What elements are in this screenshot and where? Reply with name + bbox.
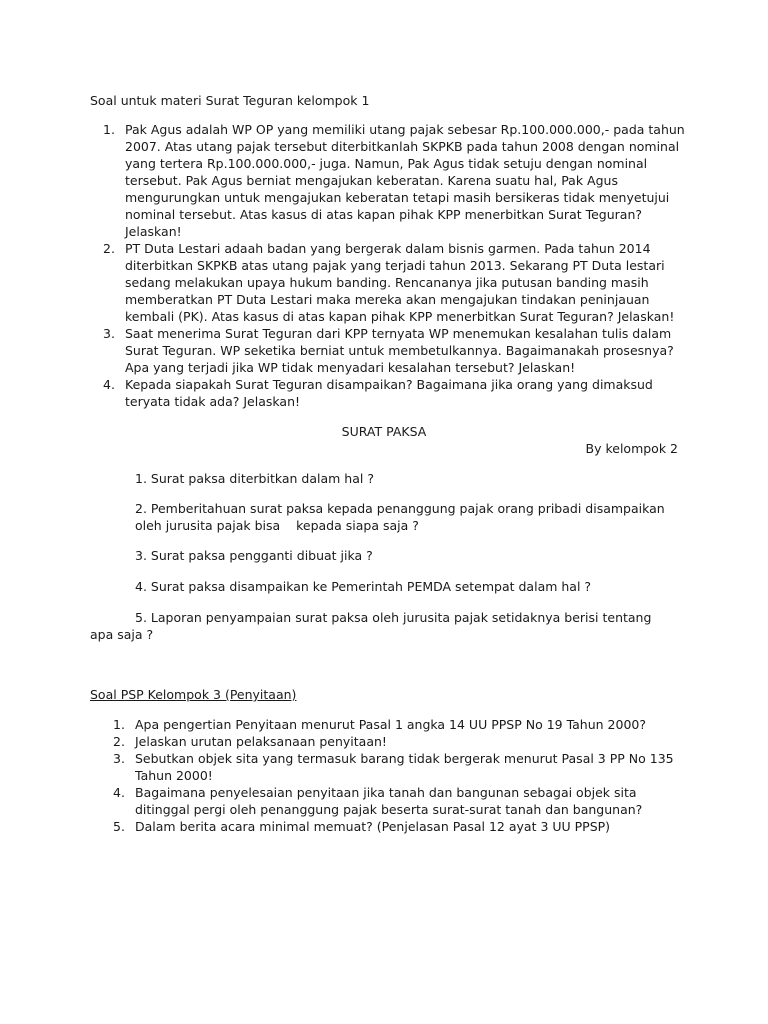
list-item-text: Jelaskan urutan pelaksanaan penyitaan! (135, 734, 387, 749)
list-item (113, 750, 680, 784)
list-item-number: 5. (113, 819, 125, 834)
list-item-text: Dalam berita acara minimal memuat? (Penjelasan Pasal 12 ayat 3 UU PPSP) (135, 819, 611, 834)
list-item (113, 733, 680, 750)
list-item (103, 121, 685, 240)
section2-byline: By kelompok 2 (585, 441, 678, 456)
section2-question-2-line2: oleh jurusita pajak bisa kepada siapa saja ? (135, 518, 419, 533)
list-item (113, 784, 680, 818)
list-item-number: 1. (103, 122, 115, 137)
list-item-text: Sebutkan objek sita yang termasuk barang tidak bergerak menurut Pasal 3 PP No 135 Tahun 2000! (135, 751, 674, 783)
section2-question-2-line1: 2. Pemberitahuan surat paksa kepada penanggung pajak orang pribadi disampaikan (135, 501, 665, 516)
list-item-text: Saat menerima Surat Teguran dari KPP ternyata WP menemukan kesalahan tulis dalam Surat Teguran. WP seketika berniat untuk membetulkannya. Bagaimanakah prosesnya? Apa yang terjadi jika WP tidak menyadari kesalahan tersebut? Jelaskan! (125, 326, 674, 375)
list-item-number: 4. (103, 377, 115, 392)
list-item (113, 716, 680, 733)
list-item-number: 1. (113, 717, 125, 732)
list-item-number: 2. (113, 734, 125, 749)
section3-title: Soal PSP Kelompok 3 (Penyitaan) (90, 687, 297, 702)
list-item-text: Bagaimana penyelesaian penyitaan jika tanah dan bangunan sebagai objek sita ditinggal pergi oleh penanggung pajak beserta surat-surat tanah dan bangunan? (135, 785, 643, 817)
list-item-text: Kepada siapakah Surat Teguran disampaikan? Bagaimana jika orang yang dimaksud teryata tidak ada? Jelaskan! (125, 377, 653, 409)
section2-question-1: 1. Surat paksa diterbitkan dalam hal ? (135, 471, 374, 486)
list-item-number: 3. (103, 326, 115, 341)
list-item-text: PT Duta Lestari adaah badan yang bergerak dalam bisnis garmen. Pada tahun 2014 diterbitkan SKPKB atas utang pajak yang terjadi tahun 2013. Sekarang PT Duta lestari sedang melakukan upaya hukum banding. Rencananya jika putusan banding masih memberatkan PT Duta Lestari maka mereka akan mengajukan tindakan peninjauan kembali (PK). Atas kasus di atas kapan pihak KPP menerbitkan Surat Teguran? Jelaskan! (125, 241, 675, 324)
section2-question-4: 4. Surat paksa disampaikan ke Pemerintah PEMDA setempat dalam hal ? (135, 579, 592, 594)
section1-question-list (103, 121, 685, 410)
list-item-text: Apa pengertian Penyitaan menurut Pasal 1 angka 14 UU PPSP No 19 Tahun 2000? (135, 717, 646, 732)
section2-question-5-line2: apa saja ? (90, 627, 154, 642)
section3-question-list (113, 716, 680, 835)
section2-title: SURAT PAKSA (341, 424, 427, 439)
list-item-number: 3. (113, 751, 125, 766)
list-item-text: Pak Agus adalah WP OP yang memiliki utang pajak sebesar Rp.100.000.000,- pada tahun 2007. Atas utang pajak tersebut diterbitkanlah SKPKB pada tahun 2008 dengan nominal yang tertera Rp.100.000.000,- juga. Namun, Pak Agus tidak setuju dengan nominal tersebut. Pak Agus berniat mengajukan keberatan. Karena suatu hal, Pak Agus mengurungkan untuk mengajukan keberatan tetapi masih bersikeras tidak menyetujui nominal tersebut. Atas kasus di atas kapan pihak KPP menerbitkan Surat Teguran? Jelaskan! (125, 122, 685, 239)
list-item (103, 240, 685, 325)
list-item (103, 376, 685, 410)
list-item (113, 818, 680, 835)
list-item-number: 4. (113, 785, 125, 800)
section2-question-3: 3. Surat paksa pengganti dibuat jika ? (135, 548, 373, 563)
list-item (103, 325, 685, 376)
section2-question-5-line1: 5. Laporan penyampaian surat paksa oleh jurusita pajak setidaknya berisi tentang (135, 610, 652, 625)
list-item-number: 2. (103, 241, 115, 256)
section1-title: Soal untuk materi Surat Teguran kelompok 1 (90, 93, 370, 108)
